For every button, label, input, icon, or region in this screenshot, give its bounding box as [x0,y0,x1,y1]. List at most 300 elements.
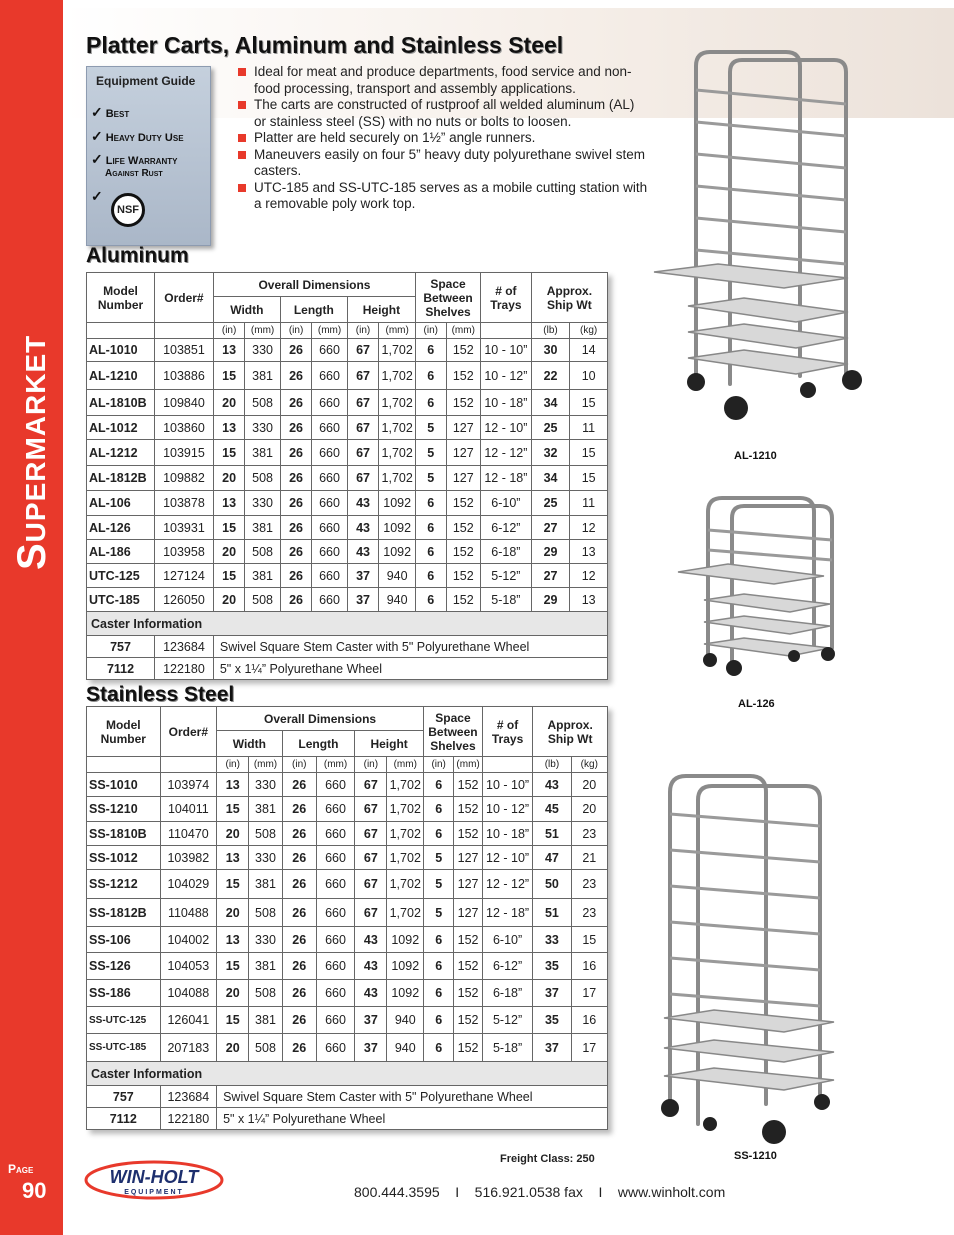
cell-kg: 16 [571,1007,607,1034]
unit-mm: (mm) [249,757,282,773]
cell-h-mm: 1092 [387,953,424,980]
cell-h-in: 67 [347,339,378,362]
cell-l-in: 26 [282,899,316,927]
cell-lb: 25 [531,491,570,516]
cell-w-in: 15 [213,564,244,588]
cell-h-in: 67 [355,870,387,899]
cell-model: AL-1812B [87,466,155,491]
cell-w-in: 15 [217,1007,249,1034]
cell-model: SS-1812B [87,899,161,927]
cell-order: 110470 [160,822,216,846]
cell-model: AL-1810B [87,390,155,416]
cell-model: SS-1210 [87,797,161,822]
cell-s-mm: 152 [454,822,483,846]
cell-h-in: 67 [355,846,387,870]
cell-kg: 12 [570,564,608,588]
cell-trays: 5-18” [482,1034,532,1062]
cell-model: SS-106 [87,927,161,953]
cell-h-mm: 1,702 [379,440,416,466]
cell-trays: 10 - 18” [481,390,532,416]
cell-s-in: 6 [416,516,446,540]
cell-s-in: 6 [424,927,454,953]
table-row [87,416,608,440]
cell-trays: 5-18” [481,588,532,612]
cell-lb: 32 [531,440,570,466]
cell-model: SS-1212 [87,870,161,899]
cell-s-mm: 127 [454,870,483,899]
table-row [87,980,608,1007]
cell-s-mm: 152 [446,491,481,516]
caster-row [87,658,608,680]
cell-l-in: 26 [280,390,311,416]
unit-blank [481,323,532,339]
cell-lb: 45 [533,797,571,822]
cell-w-in: 15 [217,797,249,822]
photo-caption: AL-1210 [734,450,777,462]
cell-order: 103886 [155,362,214,390]
cell-l-in: 26 [282,797,316,822]
cell-h-in: 37 [347,564,378,588]
cell-w-in: 20 [217,980,249,1007]
cell-l-mm: 660 [312,540,348,564]
caster-order: 122180 [155,658,214,680]
cell-model: UTC-185 [87,588,155,612]
unit-in: (in) [213,323,244,339]
cell-l-mm: 660 [316,822,354,846]
cell-w-in: 13 [217,846,249,870]
cell-l-in: 26 [282,927,316,953]
cell-w-mm: 330 [245,416,281,440]
cell-w-mm: 508 [245,390,281,416]
cell-s-mm: 152 [454,980,483,1007]
cell-order: 126041 [160,1007,216,1034]
cell-w-mm: 508 [245,466,281,491]
cell-l-in: 26 [282,953,316,980]
cell-order: 126050 [155,588,214,612]
cell-lb: 30 [531,339,570,362]
unit-mm: (mm) [454,757,483,773]
cell-l-mm: 660 [316,773,354,797]
cell-model: SS-UTC-125 [87,1007,161,1034]
cell-s-mm: 152 [454,773,483,797]
logo-subtitle: EQUIPMENT [124,1189,184,1196]
cell-w-in: 15 [213,516,244,540]
checkmark-icon: ✓ [91,151,103,167]
cell-l-mm: 660 [312,390,348,416]
sidebar [0,0,63,1235]
cell-h-mm: 1092 [387,980,424,1007]
cell-w-mm: 330 [245,491,281,516]
cell-w-in: 20 [213,588,244,612]
cell-s-in: 5 [416,440,446,466]
cell-lb: 34 [531,390,570,416]
cell-s-in: 6 [424,797,454,822]
cell-s-in: 6 [424,1034,454,1062]
unit-in: (in) [217,757,249,773]
cell-h-in: 67 [355,899,387,927]
cell-w-in: 20 [217,1034,249,1062]
cell-w-in: 13 [217,773,249,797]
cell-kg: 15 [570,440,608,466]
header-model: Model Number [87,273,155,323]
cell-model: UTC-125 [87,564,155,588]
unit-mm: (mm) [245,323,281,339]
cell-h-in: 37 [347,588,378,612]
cell-w-mm: 381 [245,440,281,466]
cell-trays: 12 - 12” [482,870,532,899]
cell-order: 103974 [160,773,216,797]
cell-w-mm: 381 [249,1007,282,1034]
cell-lb: 33 [533,927,571,953]
cell-kg: 15 [570,390,608,416]
cell-order: 103878 [155,491,214,516]
cell-l-in: 26 [282,870,316,899]
cell-l-in: 26 [280,540,311,564]
cell-s-in: 5 [424,899,454,927]
cell-kg: 17 [571,980,607,1007]
cell-w-in: 15 [217,953,249,980]
cell-trays: 6-12” [481,516,532,540]
cell-s-mm: 152 [446,516,481,540]
cell-s-mm: 152 [446,362,481,390]
cell-model: AL-1212 [87,440,155,466]
caster-order: 122180 [160,1108,216,1130]
cell-l-mm: 660 [312,491,348,516]
cell-trays: 6-18” [482,980,532,1007]
cell-l-mm: 660 [316,870,354,899]
header-overall-dimensions: Overall Dimensions [213,273,415,297]
checkmark-icon: ✓ [91,104,103,120]
table-row [87,797,608,822]
cell-order: 127124 [155,564,214,588]
caster-header-row [87,612,608,636]
table-row [87,846,608,870]
cell-h-mm: 1,702 [387,797,424,822]
unit-kg: (kg) [570,323,608,339]
header-trays: # of Trays [482,707,532,757]
cell-kg: 13 [570,588,608,612]
cell-s-in: 5 [416,466,446,491]
cell-kg: 23 [571,870,607,899]
cell-w-mm: 381 [245,564,281,588]
cell-w-mm: 381 [249,953,282,980]
cell-trays: 10 - 12” [481,362,532,390]
cell-s-mm: 152 [454,797,483,822]
cell-lb: 29 [531,540,570,564]
cell-l-mm: 660 [312,588,348,612]
cell-w-in: 20 [217,822,249,846]
cell-l-in: 26 [280,588,311,612]
guide-item: ✓ Heavy Duty Use [91,128,184,144]
cell-h-mm: 1,702 [379,362,416,390]
al-1210-cart-image [648,46,874,448]
header-ship-weight: Approx. Ship Wt [533,707,608,757]
unit-blank [87,757,161,773]
header-width: Width [217,731,283,757]
cell-w-mm: 330 [249,846,282,870]
table-row [87,773,608,797]
cell-kg: 14 [570,339,608,362]
cell-model: AL-106 [87,491,155,516]
cell-s-mm: 152 [446,564,481,588]
cell-s-mm: 152 [446,540,481,564]
cell-h-mm: 1,702 [379,339,416,362]
unit-mm: (mm) [312,323,348,339]
caster-description: Swivel Square Stem Caster with 5" Polyurethane Wheel [217,1086,608,1108]
cell-w-mm: 508 [249,822,282,846]
header-trays: # of Trays [481,273,532,323]
cell-l-in: 26 [282,1007,316,1034]
cell-order: 109882 [155,466,214,491]
stainless-title: Stainless Steel [86,683,235,706]
cell-order: 103982 [160,846,216,870]
cell-l-mm: 660 [312,516,348,540]
header-space: Space Between Shelves [416,273,481,323]
cell-s-in: 6 [424,1007,454,1034]
unit-in: (in) [424,757,454,773]
cell-w-in: 20 [213,466,244,491]
guide-item [91,189,106,205]
cell-h-in: 67 [347,466,378,491]
photo-caption: AL-126 [738,698,775,710]
cell-trays: 6-10” [482,927,532,953]
cell-order: 104088 [160,980,216,1007]
cell-s-in: 6 [416,390,446,416]
table-row [87,516,608,540]
cell-w-mm: 381 [245,516,281,540]
cell-h-mm: 1,702 [379,416,416,440]
cell-trays: 12 - 18” [481,466,532,491]
cell-lb: 29 [531,588,570,612]
cell-order: 104053 [160,953,216,980]
feature-item: The carts are constructed of rustproof all welded aluminum (AL) or stainless steel (SS) with no nuts or bolts to loosen. [238,97,648,130]
cell-order: 103958 [155,540,214,564]
table-row [87,1007,608,1034]
cell-model: AL-1010 [87,339,155,362]
header-model: Model Number [87,707,161,757]
cell-l-in: 26 [280,491,311,516]
feature-item: Ideal for meat and produce departments, food service and non-food processing, transport and assembly applications. [238,64,648,97]
cell-h-in: 43 [355,927,387,953]
section-title-vertical: Supermarket [10,334,54,570]
cell-l-mm: 660 [316,1007,354,1034]
cell-l-in: 26 [280,466,311,491]
cell-l-mm: 660 [312,564,348,588]
table-row [87,339,608,362]
cell-l-mm: 660 [316,797,354,822]
cell-kg: 20 [571,797,607,822]
cell-w-in: 13 [213,491,244,516]
caster-model: 7112 [87,658,155,680]
cell-w-in: 13 [217,927,249,953]
caster-row [87,636,608,658]
table-row [87,491,608,516]
cell-h-mm: 1092 [379,540,416,564]
cell-s-in: 5 [424,870,454,899]
ss-1210-cart-image [650,764,840,1156]
caster-description: 5" x 1¼” Polyurethane Wheel [217,1108,608,1130]
al-126-cart-image [674,488,854,696]
cell-order: 104011 [160,797,216,822]
unit-in: (in) [280,323,311,339]
page-label: Page [8,1162,34,1176]
unit-in: (in) [416,323,446,339]
cell-l-in: 26 [280,416,311,440]
table-row [87,362,608,390]
cell-order: 207183 [160,1034,216,1062]
cell-s-in: 5 [424,846,454,870]
cell-h-in: 67 [347,362,378,390]
cell-h-in: 37 [355,1034,387,1062]
freight-class: Freight Class: 250 [500,1153,595,1165]
cell-l-in: 26 [282,980,316,1007]
cell-s-in: 6 [416,564,446,588]
cell-h-mm: 1092 [387,927,424,953]
cell-l-in: 26 [282,773,316,797]
cell-trays: 10 - 12” [482,797,532,822]
cell-model: AL-186 [87,540,155,564]
unit-kg: (kg) [571,757,607,773]
unit-mm: (mm) [387,757,424,773]
cell-order: 103860 [155,416,214,440]
cell-h-mm: 1,702 [387,773,424,797]
cell-trays: 6-18” [481,540,532,564]
cell-w-mm: 330 [249,773,282,797]
unit-blank [155,323,214,339]
header-width: Width [213,297,280,323]
guide-item: Against Rust [105,168,163,179]
cell-order: 103931 [155,516,214,540]
cell-l-mm: 660 [312,339,348,362]
phone: 800.444.3595 [354,1184,440,1200]
header-order: Order# [160,707,216,757]
cell-lb: 51 [533,822,571,846]
table-row [87,927,608,953]
cell-lb: 37 [533,1034,571,1062]
cell-model: SS-126 [87,953,161,980]
checkmark-icon: ✓ [91,128,103,144]
cell-lb: 34 [531,466,570,491]
cell-h-mm: 1,702 [379,466,416,491]
cell-w-mm: 381 [249,797,282,822]
cell-order: 104029 [160,870,216,899]
feature-item: Maneuvers easily on four 5” heavy duty polyurethane swivel stem casters. [238,147,648,180]
cell-s-in: 6 [416,588,446,612]
cell-h-in: 67 [355,822,387,846]
cell-lb: 25 [531,416,570,440]
cell-s-mm: 152 [454,953,483,980]
caster-row [87,1086,608,1108]
feature-list [238,64,648,213]
cell-s-mm: 127 [454,899,483,927]
unit-in: (in) [347,323,378,339]
cell-lb: 43 [533,773,571,797]
table-row [87,564,608,588]
cell-h-in: 43 [347,540,378,564]
header-length: Length [282,731,355,757]
unit-in: (in) [355,757,387,773]
cell-lb: 47 [533,846,571,870]
cell-h-in: 43 [347,516,378,540]
table-row [87,953,608,980]
cell-h-in: 67 [355,773,387,797]
cell-h-mm: 1,702 [387,870,424,899]
cell-lb: 22 [531,362,570,390]
cell-trays: 12 - 18” [482,899,532,927]
cell-l-in: 26 [280,564,311,588]
caster-order: 123684 [155,636,214,658]
feature-item: UTC-185 and SS-UTC-185 serves as a mobile cutting station with a removable poly work top. [238,180,648,213]
cell-l-mm: 660 [316,899,354,927]
cell-w-mm: 508 [249,980,282,1007]
cell-l-mm: 660 [312,440,348,466]
table-row [87,899,608,927]
cell-model: SS-1012 [87,846,161,870]
caster-row [87,1108,608,1130]
cell-trays: 5-12” [482,1007,532,1034]
header-space: Space Between Shelves [424,707,483,757]
cell-h-in: 43 [355,953,387,980]
page-number: 90 [22,1178,47,1203]
cell-s-in: 6 [424,980,454,1007]
unit-mm: (mm) [379,323,416,339]
cell-kg: 16 [571,953,607,980]
page-title: Platter Carts, Aluminum and Stainless Steel [86,32,564,58]
caster-description: 5" x 1¼” Polyurethane Wheel [213,658,607,680]
caster-description: Swivel Square Stem Caster with 5" Polyurethane Wheel [213,636,607,658]
table-row [87,540,608,564]
unit-in: (in) [282,757,316,773]
cell-w-in: 15 [213,440,244,466]
caster-model: 757 [87,636,155,658]
photo-caption: SS-1210 [734,1150,777,1162]
cell-w-in: 13 [213,339,244,362]
cell-s-mm: 127 [446,416,481,440]
cell-kg: 23 [571,899,607,927]
unit-mm: (mm) [446,323,481,339]
cell-h-mm: 1,702 [379,390,416,416]
cell-l-mm: 660 [312,362,348,390]
cell-w-mm: 508 [245,588,281,612]
cell-w-mm: 330 [249,927,282,953]
caster-model: 7112 [87,1108,161,1130]
cell-s-mm: 152 [454,1007,483,1034]
cell-l-mm: 660 [316,846,354,870]
cell-h-mm: 940 [387,1007,424,1034]
stainless-spec-table [86,706,608,1130]
cell-w-mm: 508 [249,899,282,927]
cell-s-mm: 127 [446,440,481,466]
cell-lb: 37 [533,980,571,1007]
cell-l-mm: 660 [312,466,348,491]
cell-s-in: 6 [424,773,454,797]
cell-l-in: 26 [280,339,311,362]
cell-h-in: 43 [355,980,387,1007]
unit-lb: (lb) [531,323,570,339]
unit-blank [160,757,216,773]
cell-lb: 27 [531,564,570,588]
cell-w-mm: 508 [249,1034,282,1062]
cell-s-mm: 152 [446,339,481,362]
feature-item: Platter are held securely on 1½” angle runners. [238,130,648,147]
website-link[interactable]: www.winholt.com [617,1184,726,1200]
cell-h-mm: 940 [379,564,416,588]
cell-trays: 12 - 12” [481,440,532,466]
nsf-certification-icon: NSF [111,193,145,227]
cell-trays: 10 - 18” [482,822,532,846]
cell-kg: 11 [570,416,608,440]
caster-info-title: Caster Information [87,1062,608,1086]
